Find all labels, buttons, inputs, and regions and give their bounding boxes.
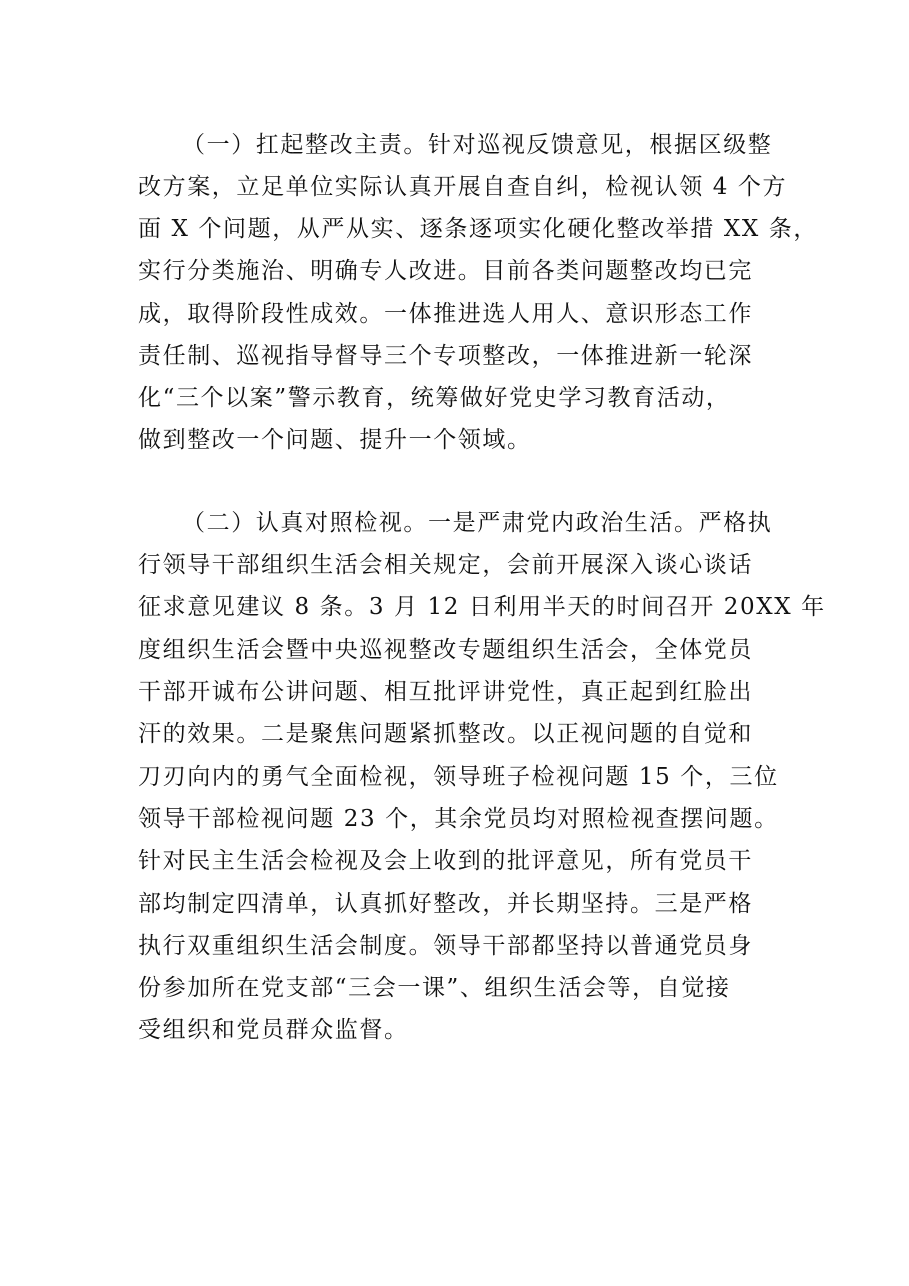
text-line: 改方案，立足单位实际认真开展自查自纠，检视认领 4 个方 <box>138 174 788 200</box>
text-line: 征求意见建议 8 条。3 月 12 日利用半天的时间召开 20XX 年 <box>138 594 826 620</box>
text-line: 成，取得阶段性成效。一体推进选人用人、意识形态工作 <box>138 301 753 327</box>
text-line: 实行分类施治、明确专人改进。目前各类问题整改均已完 <box>138 258 753 284</box>
text-line: 部均制定四清单，认真抓好整改，并长期坚持。三是严格 <box>138 891 753 917</box>
text-line: 责任制、巡视指导督导三个专项整改，一体推进新一轮深 <box>138 343 753 369</box>
text-line: 化“三个以案”警示教育，统筹做好党史学习教育活动， <box>138 385 731 411</box>
text-line: 领导干部检视问题 23 个，其余党员均对照检视查摆问题。 <box>138 806 779 832</box>
text-line: 行领导干部组织生活会相关规定，会前开展深入谈心谈话 <box>138 552 753 578</box>
text-line: 刀刃向内的勇气全面检视，领导班子检视问题 15 个，三位 <box>138 764 779 790</box>
text-line: 针对民主生活会检视及会上收到的批评意见，所有党员干 <box>138 848 753 874</box>
text-line: 做到整改一个问题、提升一个领域。 <box>138 427 532 453</box>
text-line: 度组织生活会暨中央巡视整改专题组织生活会，全体党员 <box>138 637 753 663</box>
text-line: （二）认真对照检视。一是严肃党内政治生活。严格执 <box>182 510 773 536</box>
text-line: 汗的效果。二是聚焦问题紧抓整改。以正视问题的自觉和 <box>138 721 753 747</box>
text-line: （一）扛起整改主责。针对巡视反馈意见，根据区级整 <box>182 132 773 158</box>
text-line: 受组织和党员群众监督。 <box>138 1017 409 1043</box>
text-line: 干部开诚布公讲问题、相互批评讲党性，真正起到红脸出 <box>138 679 753 705</box>
text-line: 份参加所在党支部“三会一课”、组织生活会等，自觉接 <box>138 975 731 1001</box>
text-line: 面 X 个问题，从严从实、逐条逐项实化硬化整改举措 XX 条， <box>138 216 818 242</box>
text-line: 执行双重组织生活会制度。领导干部都坚持以普通党员身 <box>138 933 753 959</box>
